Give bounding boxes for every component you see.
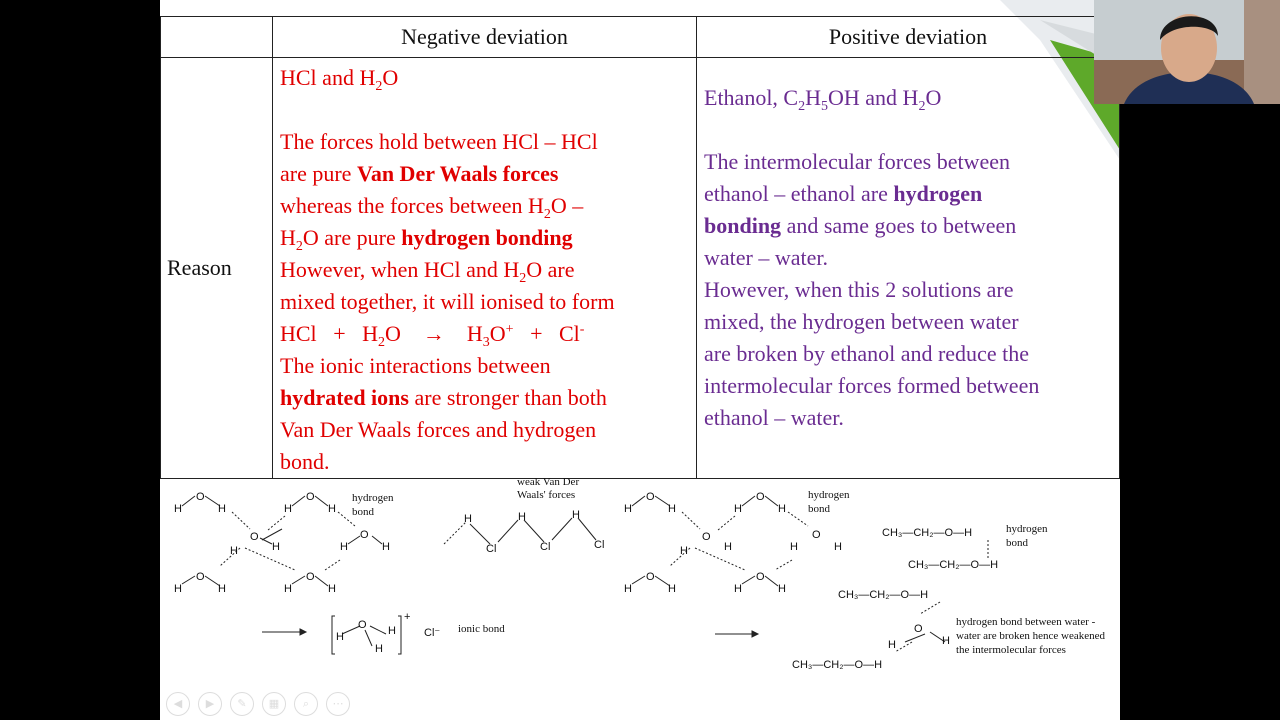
svg-text:H: H: [218, 503, 226, 515]
svg-text:weak Van Der: weak Van Der: [517, 476, 580, 488]
molecular-interaction-diagram: [160, 474, 1120, 720]
svg-text:O: O: [646, 571, 655, 583]
svg-text:H: H: [624, 503, 632, 515]
svg-text:H: H: [284, 583, 292, 595]
svg-text:H: H: [778, 583, 786, 595]
slides-grid-icon[interactable]: ▦: [262, 692, 286, 716]
svg-text:Cl: Cl: [486, 543, 497, 555]
svg-text:H: H: [668, 503, 676, 515]
svg-text:Cl: Cl: [540, 541, 551, 553]
svg-text:H: H: [328, 583, 336, 595]
svg-text:CH₃—CH₂—O—H: CH₃—CH₂—O—H: [908, 559, 999, 571]
svg-text:H: H: [328, 503, 336, 515]
slide: [160, 0, 1120, 720]
negative-text-line: whereas the forces between $H_2O$ –: [280, 193, 584, 222]
svg-text:CH₃—CH₂—O—H: CH₃—CH₂—O—H: [792, 659, 883, 671]
svg-text:O: O: [914, 623, 923, 635]
svg-text:H: H: [668, 583, 676, 595]
svg-text:H: H: [942, 635, 950, 647]
svg-text:the intermolecular forces: the intermolecular forces: [956, 644, 1066, 656]
positive-text-line: bonding and same goes to between: [704, 213, 1017, 238]
svg-text:H: H: [888, 639, 896, 651]
svg-text:bond: bond: [1006, 537, 1028, 549]
webcam-video: [1094, 0, 1280, 104]
svg-text:Cl⁻: Cl⁻: [424, 627, 441, 639]
more-options-icon[interactable]: ⋯: [326, 692, 350, 716]
svg-text:CH₃—CH₂—O—H: CH₃—CH₂—O—H: [838, 589, 929, 601]
svg-text:water are broken hence weakene: water are broken hence weakened: [956, 630, 1106, 642]
negative-text-line: are pure Van Der Waals forces: [280, 161, 559, 186]
svg-text:H: H: [218, 583, 226, 595]
svg-text:H: H: [284, 503, 292, 515]
svg-text:bond: bond: [808, 503, 830, 515]
negative-text-line: The ionic interactions between: [280, 353, 551, 378]
zoom-icon[interactable]: ⌕: [294, 692, 318, 716]
svg-text:O: O: [360, 529, 369, 541]
positive-text-line: ethanol – ethanol are hydrogen: [704, 181, 983, 206]
table-row-reason: [161, 58, 1120, 479]
svg-text:O: O: [358, 619, 367, 631]
svg-text:O: O: [306, 491, 315, 503]
svg-text:H: H: [572, 509, 580, 521]
table-header-positive: Positive deviation: [697, 17, 1120, 58]
table-header-negative: Negative deviation: [273, 17, 697, 58]
ionisation-equation: HCl + $H_2O$ → $H_3O^+$ + Cl-: [280, 321, 585, 350]
negative-text-line: $H_2O$ are pure hydrogen bonding: [280, 225, 573, 254]
svg-text:H: H: [382, 541, 390, 553]
svg-text:H: H: [388, 625, 396, 637]
negative-text-line: However, when HCl and $H_2O$ are: [280, 257, 575, 286]
svg-text:H: H: [724, 541, 732, 553]
svg-text:H: H: [778, 503, 786, 515]
negative-example: HCl and $H_2O$: [280, 65, 399, 94]
slideshow-controls: [166, 692, 350, 716]
atom-O: O: [196, 491, 205, 503]
negative-text-line: hydrated ions are stronger than both: [280, 385, 607, 410]
deviation-table: [160, 16, 1120, 479]
svg-text:H: H: [624, 583, 632, 595]
svg-text:O: O: [756, 571, 765, 583]
svg-text:hydrogen bond between water -: hydrogen bond between water -: [956, 616, 1096, 628]
positive-text-line: are broken by ethanol and reduce the: [704, 341, 1029, 366]
svg-text:O: O: [756, 491, 765, 503]
svg-text:H: H: [340, 541, 348, 553]
svg-text:H: H: [734, 583, 742, 595]
negative-text-line: Van Der Waals forces and hydrogen: [280, 417, 597, 442]
svg-text:H: H: [174, 583, 182, 595]
svg-text:bond: bond: [352, 506, 374, 518]
previous-slide-icon[interactable]: ◀: [166, 692, 190, 716]
svg-text:O: O: [646, 491, 655, 503]
svg-text:O: O: [702, 531, 711, 543]
svg-text:H: H: [336, 631, 344, 643]
negative-text-line: The forces hold between HCl – HCl: [280, 129, 598, 154]
svg-text:hydrogen: hydrogen: [352, 492, 394, 504]
svg-text:CH₃—CH₂—O—H: CH₃—CH₂—O—H: [882, 527, 973, 539]
negative-text-line: bond.: [280, 449, 330, 474]
svg-text:hydrogen: hydrogen: [1006, 523, 1048, 535]
positive-text-line: The intermolecular forces between: [704, 149, 1011, 174]
svg-text:H: H: [518, 511, 526, 523]
svg-text:+: +: [404, 611, 411, 623]
table-header-row: [161, 17, 1120, 58]
svg-text:O: O: [196, 571, 205, 583]
positive-text-line: water – water.: [704, 245, 828, 270]
svg-text:ionic bond: ionic bond: [458, 623, 505, 635]
positive-text-line: However, when this 2 solutions are: [704, 277, 1014, 302]
svg-text:H: H: [174, 503, 182, 515]
svg-text:H: H: [834, 541, 842, 553]
arrow-icon: →: [422, 321, 445, 346]
positive-text-line: mixed, the hydrogen between water: [704, 309, 1019, 334]
table-header-empty: [161, 17, 273, 58]
next-slide-icon[interactable]: ▶: [198, 692, 222, 716]
svg-text:H: H: [464, 513, 472, 525]
svg-text:O: O: [812, 529, 821, 541]
positive-deviation-cell: [697, 58, 1120, 479]
svg-text:Cl: Cl: [594, 539, 605, 551]
svg-text:H: H: [790, 541, 798, 553]
row-label-reason: Reason: [161, 58, 273, 479]
svg-text:H: H: [375, 643, 383, 655]
svg-text:hydrogen: hydrogen: [808, 489, 850, 501]
negative-text-line: mixed together, it will ionised to form: [280, 289, 615, 314]
svg-text:Waals' forces: Waals' forces: [517, 489, 576, 501]
positive-text-line: intermolecular forces formed between: [704, 373, 1040, 398]
svg-text:H: H: [230, 545, 238, 557]
svg-text:H: H: [680, 545, 688, 557]
negative-deviation-cell: [273, 58, 697, 479]
svg-text:H: H: [272, 541, 280, 553]
pen-icon[interactable]: ✎: [230, 692, 254, 716]
positive-text-line: ethanol – water.: [704, 405, 844, 430]
svg-text:O: O: [250, 531, 259, 543]
positive-example: Ethanol, $C_2H_5OH$ and $H_2O$: [704, 85, 942, 114]
svg-text:H: H: [734, 503, 742, 515]
svg-text:O: O: [306, 571, 315, 583]
